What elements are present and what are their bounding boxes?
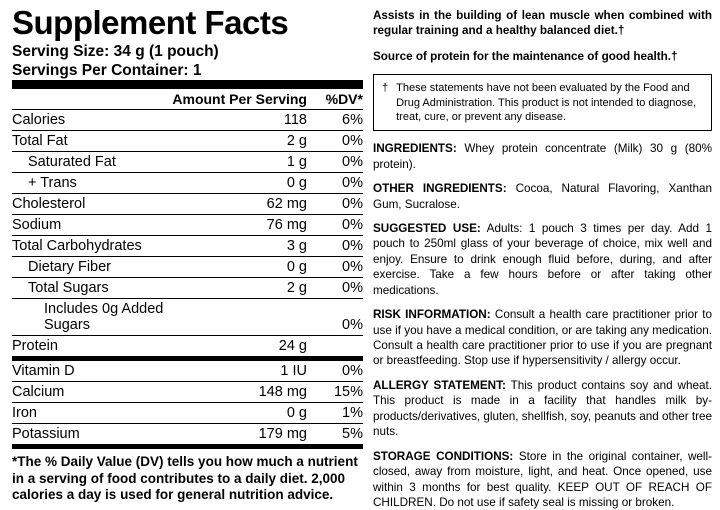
vitamins-table-body	[12, 361, 363, 444]
section-label: ALLERGY STATEMENT:	[372, 378, 506, 392]
row-dv: 0%	[315, 361, 363, 382]
thick-rule-top	[12, 80, 363, 89]
row-name: Total Sugars	[12, 278, 172, 299]
row-name: Potassium	[12, 426, 80, 443]
row-amount: 0 g	[172, 257, 315, 278]
table-row	[12, 236, 363, 257]
table-row	[12, 257, 363, 278]
header-spacer	[12, 89, 172, 110]
table-row	[12, 215, 363, 236]
header-dv: %DV*	[315, 89, 363, 110]
panel-title: Supplement Facts	[12, 4, 289, 41]
row-name: Dietary Fiber	[12, 257, 172, 278]
header-amount: Amount Per Serving	[172, 89, 315, 110]
section-text: Consult a health care practitioner prior to use if you have a medical condition, or are taking any medication. Consult a health care practitioner prior to use if you are pregnant or breastfeeding. Stop use if hypersensitivity / allergy occur.	[372, 308, 712, 368]
table-header-row	[12, 89, 363, 110]
row-name: Calories	[12, 110, 172, 131]
section-text: Whey protein concentrate (Milk) 30 g (80% protein).	[372, 142, 712, 171]
row-name: Iron	[12, 403, 177, 424]
table-row	[12, 424, 363, 445]
product-info-column	[372, 6, 713, 509]
row-name: Sodium	[12, 215, 172, 236]
table-row	[12, 278, 363, 299]
row-name: Total Fat	[12, 131, 172, 152]
row-dv: 0%	[315, 152, 363, 173]
section-label: SUGGESTED USE:	[372, 221, 481, 235]
row-name: Cholesterol	[12, 194, 172, 215]
table-row	[12, 382, 363, 403]
row-dv: 0%	[315, 236, 363, 257]
row-dv: 0%	[315, 131, 363, 152]
table-row	[12, 194, 363, 215]
table-row	[12, 152, 363, 173]
section-storage-conditions	[373, 449, 712, 510]
section-text: Store in the original container, well-closed, away from moisture, light, and heat. Once opened, use within 3 months for best quality. KEEP OUT OF REACH OF CHILDREN. Do not use if safety seal is missing or broken.	[372, 449, 713, 509]
section-label: INGREDIENTS:	[372, 142, 457, 156]
section-risk-information	[373, 307, 712, 369]
claim-lean-muscle: Assists in the building of lean muscle when combined with regular training and a healthy balanced diet.†	[372, 9, 712, 38]
row-dv: 0%	[315, 257, 363, 278]
dagger-symbol: †	[381, 82, 389, 95]
servings-per-container-label: Servings Per Container:	[12, 62, 189, 80]
row-name: Protein	[12, 338, 58, 355]
section-label: OTHER INGREDIENTS:	[372, 182, 507, 196]
row-amount: 0 g	[172, 173, 315, 194]
table-row	[12, 403, 363, 424]
serving-size-line	[12, 42, 363, 61]
row-amount: 179 mg	[258, 426, 307, 443]
medium-rule-bottom	[12, 444, 363, 449]
row-dv: 5%	[342, 426, 363, 443]
row-amount	[172, 299, 315, 336]
section-suggested-use	[373, 221, 712, 298]
row-dv: 15%	[315, 382, 363, 403]
row-name: Includes 0g Added Sugars	[12, 299, 172, 336]
table-row	[12, 173, 363, 194]
row-amount: 118	[172, 110, 315, 131]
row-dv: 6%	[315, 110, 363, 131]
serving-size-label: Serving Size:	[12, 42, 110, 60]
table-row	[12, 361, 363, 382]
row-dv: 0%	[315, 215, 363, 236]
daily-value-footnote: *The % Daily Value (DV) tells you how much a nutrient in a serving of food contributes to a daily diet. 2,000 calories a day is used for general nutrition advice.	[12, 454, 358, 503]
row-amount: 2 g	[172, 131, 315, 152]
section-text: Cocoa, Natural Flavoring, Xanthan Gum, Sucralose.	[372, 182, 712, 211]
row-name: Vitamin D	[12, 361, 177, 382]
row-name: Saturated Fat	[12, 152, 172, 173]
row-amount: 3 g	[172, 236, 315, 257]
table-row	[12, 336, 363, 357]
row-amount: 0 g	[177, 403, 315, 424]
row-name: Calcium	[12, 382, 177, 403]
row-dv: 0%	[315, 194, 363, 215]
row-amount: 24 g	[278, 338, 307, 355]
serving-size-value: 34 g (1 pouch)	[113, 42, 219, 60]
servings-per-container-value: 1	[192, 62, 202, 80]
row-amount: 2 g	[172, 278, 315, 299]
row-dv	[315, 336, 363, 357]
section-other-ingredients	[373, 181, 712, 212]
section-ingredients	[373, 141, 712, 172]
row-amount: 62 mg	[172, 194, 315, 215]
row-amount: 148 mg	[177, 382, 315, 403]
fda-disclaimer-box	[373, 74, 712, 131]
section-label: RISK INFORMATION:	[372, 308, 491, 322]
row-dv: 0%	[315, 299, 363, 336]
section-allergy-statement	[373, 378, 712, 440]
row-amount: 76 mg	[172, 215, 315, 236]
section-text: Adults: 1 pouch 3 times per day. Add 1 pouch to 250ml glass of your beverage of choice, mix well and enjoy. Ensure to drink enough fluid before, during, and after exercise. Take a few hours before or after taking other medications.	[372, 221, 713, 297]
section-text: This product contains soy and wheat. This product is made in a facility that handles milk by-products/derivatives, gluten, shellfish, soy, peanuts and other tree nuts.	[372, 378, 712, 439]
table-row	[12, 110, 363, 131]
nutrition-table	[12, 89, 363, 356]
claim-protein-source: Source of protein for the maintenance of good health.†	[372, 49, 678, 63]
row-dv: 0%	[315, 278, 363, 299]
row-name: + Trans	[12, 173, 172, 194]
nutrition-table-body	[12, 89, 363, 356]
row-amount: 1 g	[172, 152, 315, 173]
section-label: STORAGE CONDITIONS:	[372, 449, 514, 463]
servings-per-container-line	[12, 61, 363, 80]
supplement-facts-panel	[12, 4, 363, 503]
table-row	[12, 299, 363, 336]
table-row	[12, 131, 363, 152]
row-dv: 0%	[315, 173, 363, 194]
vitamins-table	[12, 361, 363, 444]
row-amount: 1 IU	[177, 361, 315, 382]
row-dv: 1%	[315, 403, 363, 424]
fda-disclaimer-text: These statements have not been evaluated by the Food and Drug Administration. This product is not intended to diagnose, treat, cure, or prevent any disease.	[396, 82, 697, 123]
row-name: Total Carbohydrates	[12, 236, 172, 257]
